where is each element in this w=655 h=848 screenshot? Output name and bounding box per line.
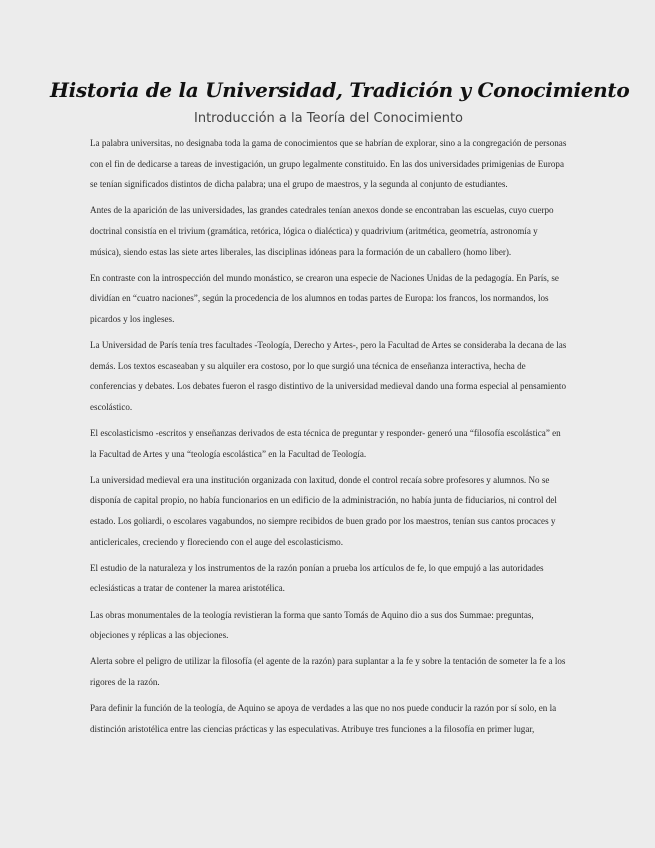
paragraph-10: Para definir la función de la teología, de Aquino se apoya de verdades a las que no nos puede conducir la razón por sí solo, en la distinción aristotélica entre las ciencias prácticas y las especulativas. Atribuye tres funciones a la filosofía en primer lugar, — [90, 703, 557, 734]
paragraph-3: En contraste con la introspección del mundo monástico, se crearon una especie de Naciones Unidas de la pedagogía. En París, se dividían en “cuatro naciones”, según la procedencia de los alumnos en todas partes de Europa: los francos, los normandos, los picardos y los ingleses. — [90, 272, 559, 324]
paragraph-9: Alerta sobre el peligro de utilizar la filosofía (el agente de la razón) para suplantar a la fe y sobre la tentación de someter la fe a los rigores de la razón. — [90, 656, 566, 687]
paragraph-5: El escolasticismo -escritos y enseñanzas derivados de esta técnica de preguntar y responder- generó una “filosofía escolástica” en la Facultad de Artes y una “teología escolástica” en la Facultad de Teología. — [90, 428, 561, 459]
paragraph-4: La Universidad de París tenía tres facultades -Teología, Derecho y Artes-, pero la Facultad de Artes se consideraba la decana de las demás. Los textos escaseaban y su alquiler era costoso, por lo que surgió una técnica de enseñanza interactiva, hecha de conferencias y debates. Los debates fueron el rasgo distintivo de la universidad medieval dando una forma especial al pensamiento escolástico. — [90, 340, 567, 412]
paragraph-1: La palabra universitas, no designaba toda la gama de conocimientos que se habrían de explorar, sino a la congregación de personas con el fin de dedicarse a tareas de investigación, un grupo legalmente constituido. En las dos universidades primigenias de Europa se tenían significados distintos de dicha palabra; una el grupo de maestros, y la segunda al conjunto de estudiantes. — [90, 138, 567, 190]
paragraph-8: Las obras monumentales de la teología revistieran la forma que santo Tomás de Aquino dio a sus dos Summae: preguntas, objeciones y réplicas a las objeciones. — [90, 609, 534, 641]
paragraph-7: El estudio de la naturaleza y los instrumentos de la razón ponían a prueba los artículos de fe, lo que empujó a las autoridades eclesiásticas a tratar de contener la marea aristotélica. — [90, 562, 544, 594]
document-title: Historia de la Universidad, Tradición y Conocimiento — [50, 78, 630, 102]
paragraph-2: Antes de la aparición de las universidades, las grandes catedrales tenían anexos donde se encontraban las escuelas, cuyo cuerpo doctrinal consistía en el trivium (gramática, retórica, lógica o dialéctica) y quadrivium (aritmética, geometría, astronomía y música), siendo estas las siete artes liberales, las disciplinas idóneas para la formación de un caballero (homo liber). — [90, 205, 554, 257]
document-subtitle: Introducción a la Teoría del Conocimiento — [194, 111, 463, 126]
paragraph-6: La universidad medieval era una institución organizada con laxitud, donde el control recaía sobre profesores y alumnos. No se disponía de capital propio, no había funcionarios en un edificio de la administración, no había junta de fiduciarios, ni control del estado. Los goliardi, o escolares vagabundos, no siempre recibidos de buen grado por los maestros, tenían sus cantos procaces y anticlericales, creciendo y floreciendo con el auge del escolasticismo. — [90, 474, 557, 547]
